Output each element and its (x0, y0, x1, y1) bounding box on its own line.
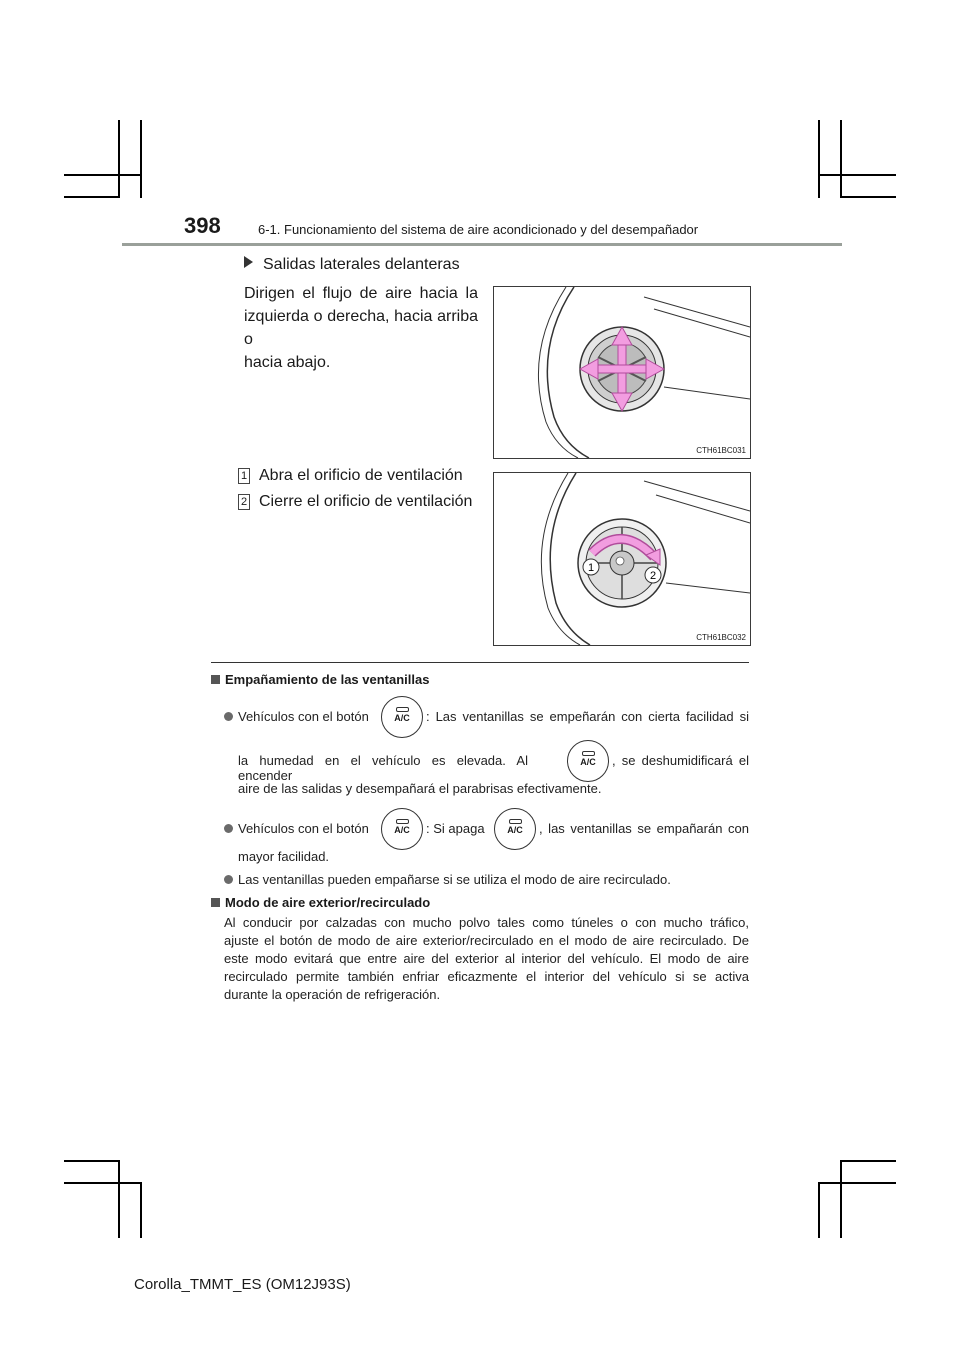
vent-dial-figure (493, 472, 751, 646)
crop-mark (818, 174, 896, 176)
recirc-section-title: Modo de aire exterior/recirculado (211, 895, 430, 910)
crop-mark (118, 1160, 120, 1238)
chapter-title: 6-1. Funcionamiento del sistema de aire acondicionado y del desempañador (258, 222, 699, 237)
figure-code: CTH61BC032 (696, 633, 746, 642)
square-bullet-icon (211, 675, 220, 684)
crop-mark (64, 174, 142, 176)
fogging-item-1-line2: la humedad en el vehículo es elevada. Al encender (238, 753, 528, 783)
page-number: 398 (184, 213, 221, 238)
manual-id: Corolla_TMMT_ES (OM12J93S) (134, 1276, 351, 1293)
circle-bullet-icon (224, 712, 233, 721)
callout-1: 1 (587, 562, 595, 574)
section-divider (211, 662, 749, 663)
recirc-paragraph: Al conducir por calzadas con mucho polvo tales como túneles o con mucho tráfico, ajuste el botón de modo de aire exterior/recirculado en el modo de aire recirculado. De este modo evitará que entre aire del exterior al interior del vehículo. El modo de aire recirculado permite también enfriar eficazmente el interior del vehículo si se activa durante la operación de refrigeración. (224, 915, 749, 1002)
fogging-section-title: Empañamiento de las ventanillas (211, 672, 429, 687)
fogging-item-1-line2-end: , se deshumidificará el (612, 753, 749, 768)
header-divider (122, 243, 842, 246)
circle-bullet-icon (224, 824, 233, 833)
fogging-item-2-text: : Si apaga (426, 821, 485, 836)
crop-mark (64, 1182, 142, 1184)
fogging-item-2-line2: mayor facilidad. (238, 849, 330, 864)
crop-mark (118, 120, 120, 198)
fogging-item-1-start: Vehículos con el botón (224, 709, 369, 724)
step-open-vent: 1 Abra el orificio de ventilación (238, 467, 463, 485)
crop-mark (140, 1182, 142, 1238)
fogging-item-2-start: Vehículos con el botón (224, 821, 369, 836)
side-vent-direction-figure (493, 286, 751, 459)
triangle-bullet-icon (244, 256, 253, 268)
front-side-vents-heading: Salidas laterales delanteras (244, 256, 460, 274)
crop-mark (840, 1160, 842, 1238)
ac-button-icon: A/C (381, 696, 423, 738)
ac-button-icon: A/C (567, 740, 609, 782)
callout-2: 2 (649, 570, 657, 582)
crop-mark (840, 120, 842, 198)
step-number: 2 (238, 494, 250, 510)
vent-dial-illustration (494, 473, 750, 645)
fogging-item-1-line3: aire de las salidas y desempañará el parabrisas efectivamente. (238, 781, 602, 796)
crop-mark (842, 1160, 896, 1162)
crop-mark (64, 196, 118, 198)
fogging-item-2-text-end: , las ventanillas se empañarán con (539, 821, 749, 836)
circle-bullet-icon (224, 875, 233, 884)
ac-button-icon: A/C (381, 808, 423, 850)
crop-mark (818, 1182, 896, 1184)
fogging-item-3: Las ventanillas pueden empañarse si se utiliza el modo de aire recirculado. (224, 872, 671, 887)
crop-mark (140, 120, 142, 198)
crop-mark (842, 196, 896, 198)
crop-mark (818, 120, 820, 198)
crop-mark (64, 1160, 118, 1162)
crop-mark (818, 1182, 820, 1238)
ac-button-icon: A/C (494, 808, 536, 850)
step-number: 1 (238, 468, 250, 484)
fogging-item-1-text: : Las ventanillas se empeñarán con cierta facilidad si (426, 709, 749, 724)
step-close-vent: 2 Cierre el orificio de ventilación (238, 493, 472, 511)
front-side-vents-description: Dirigen el flujo de aire hacia la izquierda o derecha, hacia arriba o hacia abajo. (244, 285, 478, 371)
side-vent-direction-illustration (494, 287, 750, 458)
square-bullet-icon (211, 898, 220, 907)
figure-code: CTH61BC031 (696, 446, 746, 455)
